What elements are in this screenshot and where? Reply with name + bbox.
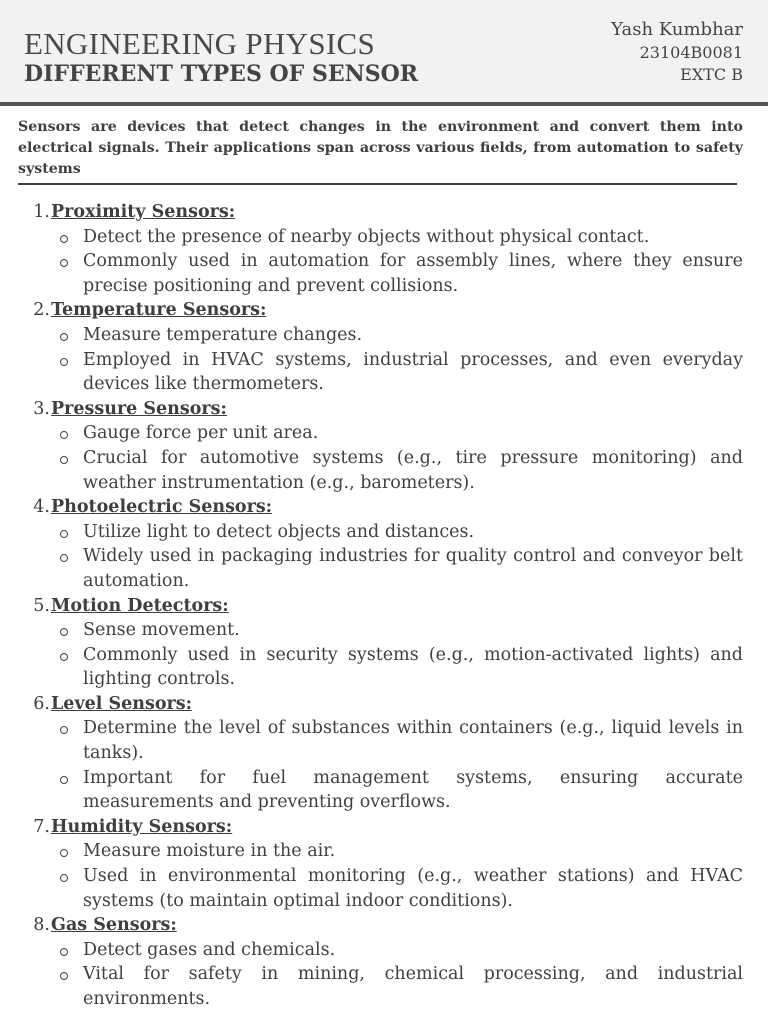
circle-bullet-icon	[60, 776, 68, 784]
circle-bullet-icon	[60, 653, 68, 661]
list-item	[0, 594, 768, 692]
bullet-point	[0, 962, 768, 1011]
bullet-text: Vital for safety in mining, chemical processing, and industrial environments.	[83, 964, 743, 1009]
bullet-point	[0, 938, 768, 963]
bullet-text: Utilize light to detect objects and distances.	[83, 521, 475, 542]
list-item	[0, 913, 768, 1011]
bullet-text: Crucial for automotive systems (e.g., tire pressure monitoring) and weather instrumentation (e.g., barometers).	[83, 447, 743, 493]
intro-paragraph: Sensors are devices that detect changes in the environment and convert them into electrical signals. Their applications span across various fields, from automation to safety systems	[18, 119, 743, 177]
list-item	[0, 397, 768, 495]
circle-bullet-icon	[60, 259, 68, 267]
item-number: 7.	[33, 816, 50, 837]
item-heading: Pressure Sensors:	[51, 398, 227, 419]
bullet-text: Measure temperature changes.	[83, 324, 363, 345]
bullet-text: Used in environmental monitoring (e.g., weather stations) and HVAC systems (to maintain optimal indoor conditions).	[83, 866, 743, 911]
circle-bullet-icon	[60, 874, 68, 882]
bullet-point	[0, 766, 768, 815]
item-heading: Humidity Sensors:	[51, 816, 233, 837]
bullet-text: Detect the presence of nearby objects without physical contact.	[83, 226, 650, 247]
bullet-point	[0, 864, 768, 913]
item-number: 1.	[33, 202, 50, 222]
bullet-text: Detect gases and chemicals.	[83, 939, 336, 960]
bullet-point	[0, 520, 768, 545]
circle-bullet-icon	[60, 628, 68, 636]
circle-bullet-icon	[60, 431, 68, 439]
circle-bullet-icon	[60, 554, 68, 562]
bullet-point	[0, 446, 768, 495]
list-item	[0, 495, 768, 593]
item-heading: Motion Detectors:	[51, 595, 229, 616]
bullet-point	[0, 618, 768, 643]
bullet-text: Measure moisture in the air.	[83, 841, 336, 862]
item-heading: Temperature Sensors:	[51, 300, 267, 321]
item-number: 5.	[33, 595, 50, 616]
circle-bullet-icon	[60, 235, 68, 243]
author-class: EXTC B	[680, 65, 743, 84]
bullet-point	[0, 643, 768, 692]
list-item	[0, 692, 768, 815]
item-heading: Gas Sensors:	[51, 915, 177, 936]
bullet-point	[0, 323, 768, 348]
item-number: 2.	[33, 300, 50, 321]
page-title: ENGINEERING PHYSICS	[24, 26, 376, 61]
bullet-point	[0, 839, 768, 864]
page-subtitle: DIFFERENT TYPES OF SENSOR	[24, 61, 419, 87]
circle-bullet-icon	[60, 456, 68, 464]
bullet-text: Employed in HVAC systems, industrial processes, and even everyday devices like thermometers.	[83, 349, 743, 395]
bullet-text: Widely used in packaging industries for quality control and conveyor belt automation.	[83, 546, 743, 591]
list-item	[0, 298, 768, 396]
circle-bullet-icon	[60, 972, 68, 980]
item-heading: Level Sensors:	[51, 693, 193, 714]
author-name: Yash Kumbhar	[611, 19, 743, 40]
item-number: 4.	[33, 497, 50, 518]
circle-bullet-icon	[60, 333, 68, 341]
bullet-point	[0, 249, 768, 298]
list-item	[0, 815, 768, 913]
bullet-point	[0, 421, 768, 446]
bullet-point	[0, 544, 768, 593]
item-number: 8.	[33, 915, 50, 936]
bullet-text: Determine the level of substances within containers (e.g., liquid levels in tanks).	[83, 718, 743, 764]
bullet-text: Sense movement.	[83, 620, 240, 641]
bullet-text: Gauge force per unit area.	[83, 423, 319, 444]
circle-bullet-icon	[60, 726, 68, 734]
item-number: 6.	[33, 693, 50, 714]
bullet-point	[0, 225, 768, 250]
bullet-text: Important for fuel management systems, ensuring accurate measurements and preventing overflows.	[83, 767, 743, 813]
circle-bullet-icon	[60, 530, 68, 538]
author-block	[611, 18, 743, 86]
author-id: 23104B0081	[639, 43, 743, 62]
bullet-text: Commonly used in security systems (e.g., motion-activated lights) and lighting controls.	[83, 644, 743, 690]
bullet-point	[0, 716, 768, 765]
bullet-point	[0, 348, 768, 397]
divider	[18, 183, 737, 185]
circle-bullet-icon	[60, 849, 68, 857]
item-heading: Proximity Sensors:	[51, 202, 236, 222]
page-header	[0, 0, 768, 106]
bullet-text: Commonly used in automation for assembly lines, where they ensure precise positioning and prevent collisions.	[83, 251, 743, 296]
circle-bullet-icon	[60, 358, 68, 366]
list-item	[0, 200, 768, 298]
circle-bullet-icon	[60, 948, 68, 956]
item-heading: Photoelectric Sensors:	[51, 497, 273, 518]
item-number: 3.	[33, 398, 50, 419]
sensor-list	[0, 200, 768, 1012]
